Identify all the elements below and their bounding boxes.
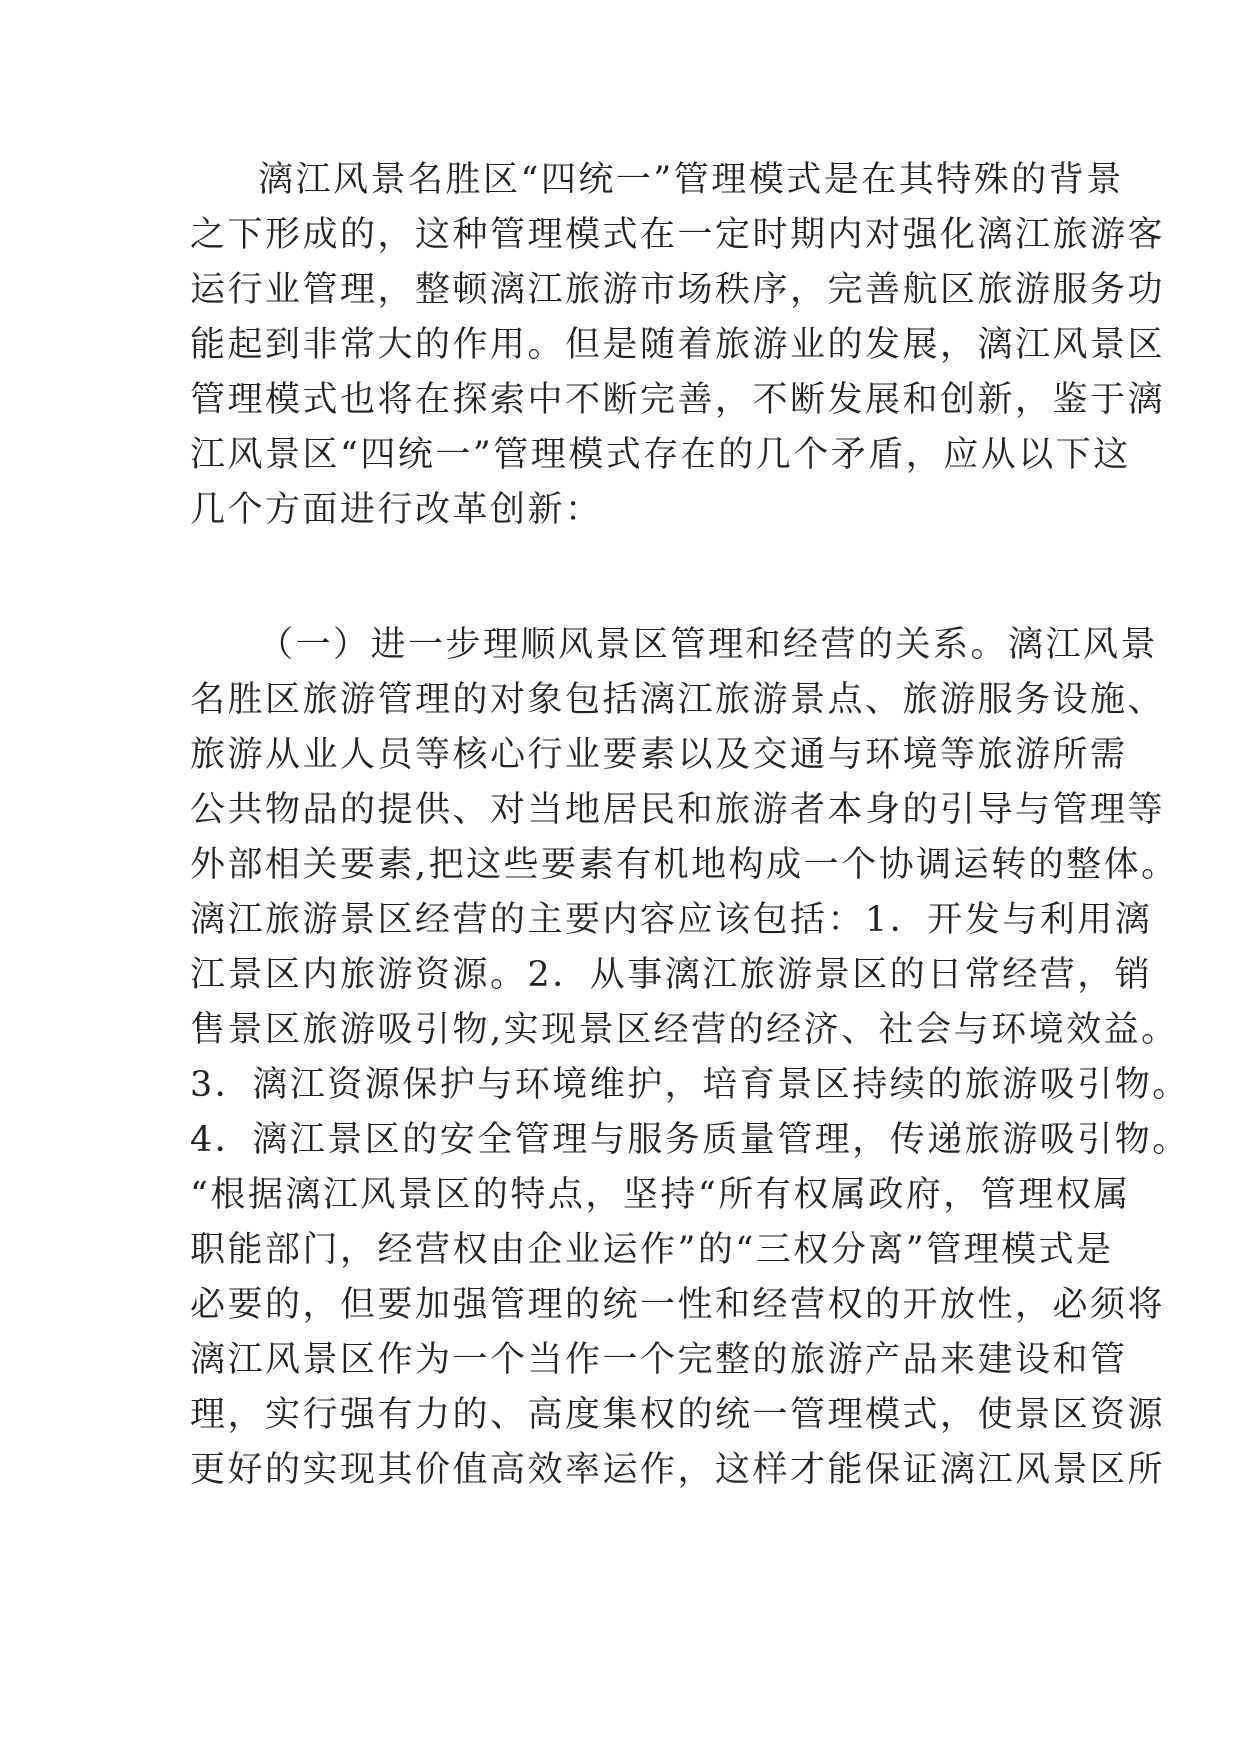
paragraph-2-line-16: 更好的实现其价值高效率运作，这样才能保证漓江风景区所 (190, 1450, 1166, 1490)
paragraph-1-line-1: 漓江风景名胜区“四统一”管理模式是在其特殊的背景 (258, 160, 1124, 200)
paragraph-1-line-7: 几个方面进行改革创新： (190, 490, 603, 530)
paragraph-1-line-2: 之下形成的，这种管理模式在一定时期内对强化漓江旅游客 (190, 215, 1166, 255)
paragraph-1-line-6: 江风景区“四统一”管理模式存在的几个矛盾，应从以下这 (190, 435, 1131, 475)
paragraph-2-line-5: 外部相关要素,把这些要素有机地构成一个协调运转的整体。 (190, 845, 1179, 885)
paragraph-2-line-1: （一）进一步理顺风景区管理和经营的关系。漓江风景 (258, 625, 1159, 665)
paragraph-2-line-3: 旅游从业人员等核心行业要素以及交通与环境等旅游所需 (190, 735, 1128, 775)
paragraph-2-line-4: 公共物品的提供、对当地居民和旅游者本身的引导与管理等 (190, 790, 1166, 830)
paragraph-1-line-4: 能起到非常大的作用。但是随着旅游业的发展，漓江风景区 (190, 325, 1166, 365)
paragraph-1-line-3: 运行业管理，整顿漓江旅游市场秩序，完善航区旅游服务功 (190, 270, 1166, 310)
paragraph-2-line-10: 4．漓江景区的安全管理与服务质量管理，传递旅游吸引物。 (190, 1120, 1190, 1160)
paragraph-2-line-7: 江景区内旅游资源。2．从事漓江旅游景区的日常经营，销 (190, 955, 1153, 995)
paragraph-2-line-13: 必要的，但要加强管理的统一性和经营权的开放性，必须将 (190, 1285, 1166, 1325)
paragraph-2-line-2: 名胜区旅游管理的对象包括漓江旅游景点、旅游服务设施、 (190, 680, 1166, 720)
paragraph-2-line-14: 漓江风景区作为一个当作一个完整的旅游产品来建设和管 (190, 1340, 1128, 1380)
paragraph-2-line-9: 3．漓江资源保护与环境维护，培育景区持续的旅游吸引物。 (190, 1065, 1190, 1105)
paragraph-2-line-15: 理，实行强有力的、高度集权的统一管理模式，使景区资源 (190, 1395, 1166, 1435)
paragraph-2-line-6: 漓江旅游景区经营的主要内容应该包括：1．开发与利用漓 (190, 900, 1153, 940)
paragraph-2-line-12: 职能部门，经营权由企业运作”的“三权分离”管理模式是 (190, 1230, 1114, 1270)
paragraph-2-line-8: 售景区旅游吸引物,实现景区经营的经济、社会与环境效益。 (190, 1010, 1179, 1050)
paragraph-1-line-5: 管理模式也将在探索中不断完善，不断发展和创新，鉴于漓 (190, 380, 1166, 420)
paragraph-2-line-11: “根据漓江风景区的特点，坚持“所有权属政府，管理权属 (190, 1175, 1131, 1215)
